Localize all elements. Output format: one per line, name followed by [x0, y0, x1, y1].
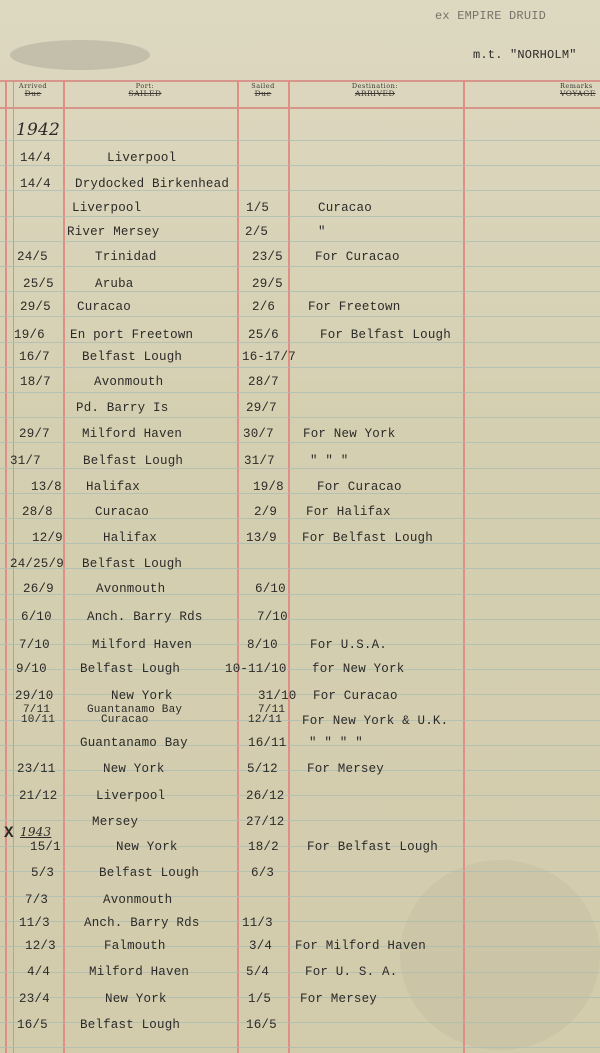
- arrived-cell: 29/7: [19, 427, 50, 441]
- col-header-arrived: [8, 82, 58, 98]
- arrived-cell: 21/12: [19, 789, 58, 803]
- arrived-cell: 23/4: [19, 992, 50, 1006]
- ruled-line: [0, 266, 600, 267]
- ruled-line: [0, 367, 600, 368]
- sailed-cell: 30/7: [243, 427, 274, 441]
- ruled-line: [0, 644, 600, 645]
- destination-cell: " " " ": [309, 736, 363, 750]
- port-cell: Avonmouth: [96, 582, 166, 596]
- port-cell: Avonmouth: [103, 893, 173, 907]
- destination-cell: For Belfast Lough: [302, 531, 433, 545]
- column-rule: [237, 80, 239, 1053]
- ruled-line: [0, 241, 600, 242]
- sailed-cell: 11/3: [242, 916, 273, 930]
- port-cell: Milford Haven: [82, 427, 183, 441]
- col-port-label: Port:: [135, 82, 155, 90]
- col-port-sub: SAILED: [128, 89, 162, 98]
- sailed-cell: 29/5: [252, 277, 283, 291]
- port-cell: Belfast Lough: [80, 1018, 181, 1032]
- destination-cell: For Belfast Lough: [307, 840, 438, 854]
- sailed-cell: 16/11: [248, 736, 287, 750]
- sailed-cell: 31/7: [244, 454, 275, 468]
- port-cell: Pd. Barry Is: [76, 401, 169, 415]
- sailed-cell: 6/3: [251, 866, 275, 880]
- header-bottom-rule: [0, 107, 600, 109]
- col-arrived-sub: Due: [24, 89, 42, 98]
- port-cell: Curacao: [101, 714, 149, 726]
- sailed-cell: 2/5: [245, 225, 269, 239]
- destination-cell: For Curacao: [315, 250, 400, 264]
- port-cell: En port Freetown: [70, 328, 194, 342]
- sailed-cell: 1/5: [248, 992, 272, 1006]
- col-header-sailed: [239, 82, 287, 98]
- port-cell: Aruba: [95, 277, 134, 291]
- column-rule: [288, 80, 290, 1053]
- port-cell: Anch. Barry Rds: [87, 610, 203, 624]
- port-cell: Belfast Lough: [82, 350, 183, 364]
- destination-cell: For Curacao: [317, 480, 402, 494]
- port-cell: Belfast Lough: [80, 662, 181, 676]
- ruled-line: [0, 1047, 600, 1048]
- ex-name: ex EMPIRE DRUID: [435, 9, 547, 23]
- arrived-cell: 15/1: [30, 840, 61, 854]
- destination-cell: For Curacao: [313, 689, 398, 703]
- port-cell: Liverpool: [107, 151, 177, 165]
- port-cell: New York: [103, 762, 165, 776]
- destination-cell: For Mersey: [300, 992, 378, 1006]
- port-cell: Halifax: [86, 480, 140, 494]
- col-remarks-sub: VOYAGE: [560, 89, 596, 98]
- ruled-line: [0, 543, 600, 544]
- sailed-cell: 8/10: [247, 638, 278, 652]
- col-header-remarks: [560, 82, 600, 98]
- port-cell: Belfast Lough: [83, 454, 184, 468]
- port-cell: Trinidad: [95, 250, 157, 264]
- col-arrived-label: Arrived: [18, 82, 48, 90]
- sailed-cell: 16-17/7: [242, 350, 296, 364]
- ruled-line: [0, 140, 600, 141]
- ruled-line: [0, 442, 600, 443]
- sailed-cell: 7/11: [258, 704, 286, 716]
- arrived-cell: 29/10: [15, 689, 54, 703]
- ruled-line: [0, 795, 600, 796]
- column-rule: [463, 80, 465, 1053]
- sailed-cell: 6/10: [255, 582, 286, 596]
- col-destination-sub: ARRIVED: [354, 89, 396, 98]
- port-cell: Liverpool: [72, 201, 142, 215]
- ship-name: m.t. "NORHOLM": [473, 48, 577, 62]
- port-cell: Halifax: [103, 531, 157, 545]
- sailed-cell: 18/2: [248, 840, 279, 854]
- col-sailed-label: Sailed: [251, 82, 275, 90]
- arrived-cell: 25/5: [23, 277, 54, 291]
- port-cell: Milford Haven: [92, 638, 193, 652]
- destination-cell: For Halifax: [306, 505, 391, 519]
- port-cell: Belfast Lough: [82, 557, 183, 571]
- arrived-cell: 4/4: [27, 965, 51, 979]
- port-cell: Guantanamo Bay: [87, 704, 183, 716]
- arrived-cell: 7/10: [19, 638, 50, 652]
- sailed-cell: 12/11: [248, 714, 283, 726]
- destination-cell: " " ": [310, 454, 349, 468]
- arrived-cell: 24/25/9: [10, 557, 64, 571]
- port-cell: New York: [105, 992, 167, 1006]
- arrived-cell: 18/7: [20, 375, 51, 389]
- sailed-cell: 13/9: [246, 531, 277, 545]
- port-cell: New York: [111, 689, 173, 703]
- port-cell: Curacao: [95, 505, 149, 519]
- arrived-cell: 28/8: [22, 505, 53, 519]
- destination-cell: For Milford Haven: [295, 939, 426, 953]
- port-cell: Anch. Barry Rds: [84, 916, 200, 930]
- arrived-cell: 19/6: [14, 328, 45, 342]
- sailed-cell: 5/12: [247, 762, 278, 776]
- arrived-cell: 7/3: [25, 893, 49, 907]
- col-destination-label: Destination:: [351, 82, 399, 90]
- ruled-line: [0, 417, 600, 418]
- sailed-cell: 31/10: [258, 689, 297, 703]
- ruled-line: [0, 342, 600, 343]
- ruled-line: [0, 165, 600, 166]
- destination-cell: For U. S. A.: [305, 965, 398, 979]
- ruled-line: [0, 291, 600, 292]
- destination-cell: For Mersey: [307, 762, 385, 776]
- arrived-cell: 10/11: [21, 714, 56, 726]
- arrived-cell: 16/7: [19, 350, 50, 364]
- sailed-cell: 26/12: [246, 789, 285, 803]
- port-cell: Curacao: [77, 300, 131, 314]
- destination-cell: For U.S.A.: [310, 638, 388, 652]
- year-1942: 1942: [16, 120, 61, 140]
- ruled-line: [0, 518, 600, 519]
- destination-cell: For Belfast Lough: [320, 328, 451, 342]
- arrived-cell: 16/5: [17, 1018, 48, 1032]
- sailed-cell: 1/5: [246, 201, 270, 215]
- port-cell: Belfast Lough: [99, 866, 200, 880]
- ruled-line: [0, 846, 600, 847]
- sailed-cell: 23/5: [252, 250, 283, 264]
- arrived-cell: 31/7: [10, 454, 41, 468]
- port-cell: Falmouth: [104, 939, 166, 953]
- sailed-cell: 19/8: [253, 480, 284, 494]
- port-cell: Avonmouth: [94, 375, 164, 389]
- port-cell: Liverpool: [96, 789, 166, 803]
- ruled-line: [0, 694, 600, 695]
- arrived-cell: 7/11: [23, 704, 51, 716]
- sailed-cell: 7/10: [257, 610, 288, 624]
- arrived-cell: 14/4: [20, 177, 51, 191]
- port-cell: Guantanamo Bay: [80, 736, 188, 750]
- sailed-cell: 27/12: [246, 815, 285, 829]
- port-cell: Drydocked Birkenhead: [75, 177, 230, 191]
- col-header-port: [100, 82, 190, 98]
- arrived-cell: 12/9: [32, 531, 63, 545]
- ruled-line: [0, 392, 600, 393]
- arrived-cell: 12/3: [25, 939, 56, 953]
- arrived-cell: 5/3: [31, 866, 55, 880]
- port-cell: New York: [116, 840, 178, 854]
- destination-cell: For Freetown: [308, 300, 401, 314]
- column-rule: [5, 80, 7, 1053]
- sailed-cell: 5/4: [246, 965, 270, 979]
- year-1943: 1943: [20, 825, 52, 839]
- sailed-cell: 25/6: [248, 328, 279, 342]
- arrived-cell: 14/4: [20, 151, 51, 165]
- arrived-cell: 6/10: [21, 610, 52, 624]
- sailed-cell: 16/5: [246, 1018, 277, 1032]
- col-sailed-sub: Due: [254, 89, 272, 98]
- cross-mark: X: [4, 824, 14, 842]
- ruled-line: [0, 896, 600, 897]
- ruled-line: [0, 594, 600, 595]
- arrived-cell: 23/11: [17, 762, 56, 776]
- ruled-line: [0, 720, 600, 721]
- port-cell: River Mersey: [67, 225, 160, 239]
- ruled-line: [0, 316, 600, 317]
- sailed-cell: 2/9: [254, 505, 278, 519]
- arrived-cell: 26/9: [23, 582, 54, 596]
- ruled-line: [0, 820, 600, 821]
- arrived-cell: 29/5: [20, 300, 51, 314]
- port-cell: Milford Haven: [89, 965, 190, 979]
- sailed-cell: 29/7: [246, 401, 277, 415]
- sailed-cell: 28/7: [248, 375, 279, 389]
- sailed-cell: 2/6: [252, 300, 276, 314]
- port-cell: Mersey: [92, 815, 139, 829]
- stain: [10, 40, 150, 70]
- destination-cell: For New York: [303, 427, 396, 441]
- header-top-rule: [0, 80, 600, 82]
- ruled-line: [0, 468, 600, 469]
- sailed-cell: 10-11/10: [225, 662, 287, 676]
- ruled-line: [0, 871, 600, 872]
- arrived-cell: 9/10: [16, 662, 47, 676]
- destination-cell: Curacao: [318, 201, 372, 215]
- ruled-line: [0, 216, 600, 217]
- destination-cell: For New York & U.K.: [302, 714, 449, 728]
- arrived-cell: 11/3: [19, 916, 50, 930]
- col-header-destination: [320, 82, 430, 98]
- destination-cell: for New York: [312, 662, 405, 676]
- ruled-line: [0, 770, 600, 771]
- destination-cell: ": [318, 225, 326, 239]
- arrived-cell: 13/8: [31, 480, 62, 494]
- arrived-cell: 24/5: [17, 250, 48, 264]
- sailed-cell: 3/4: [249, 939, 273, 953]
- col-remarks-label: Remarks: [560, 82, 593, 90]
